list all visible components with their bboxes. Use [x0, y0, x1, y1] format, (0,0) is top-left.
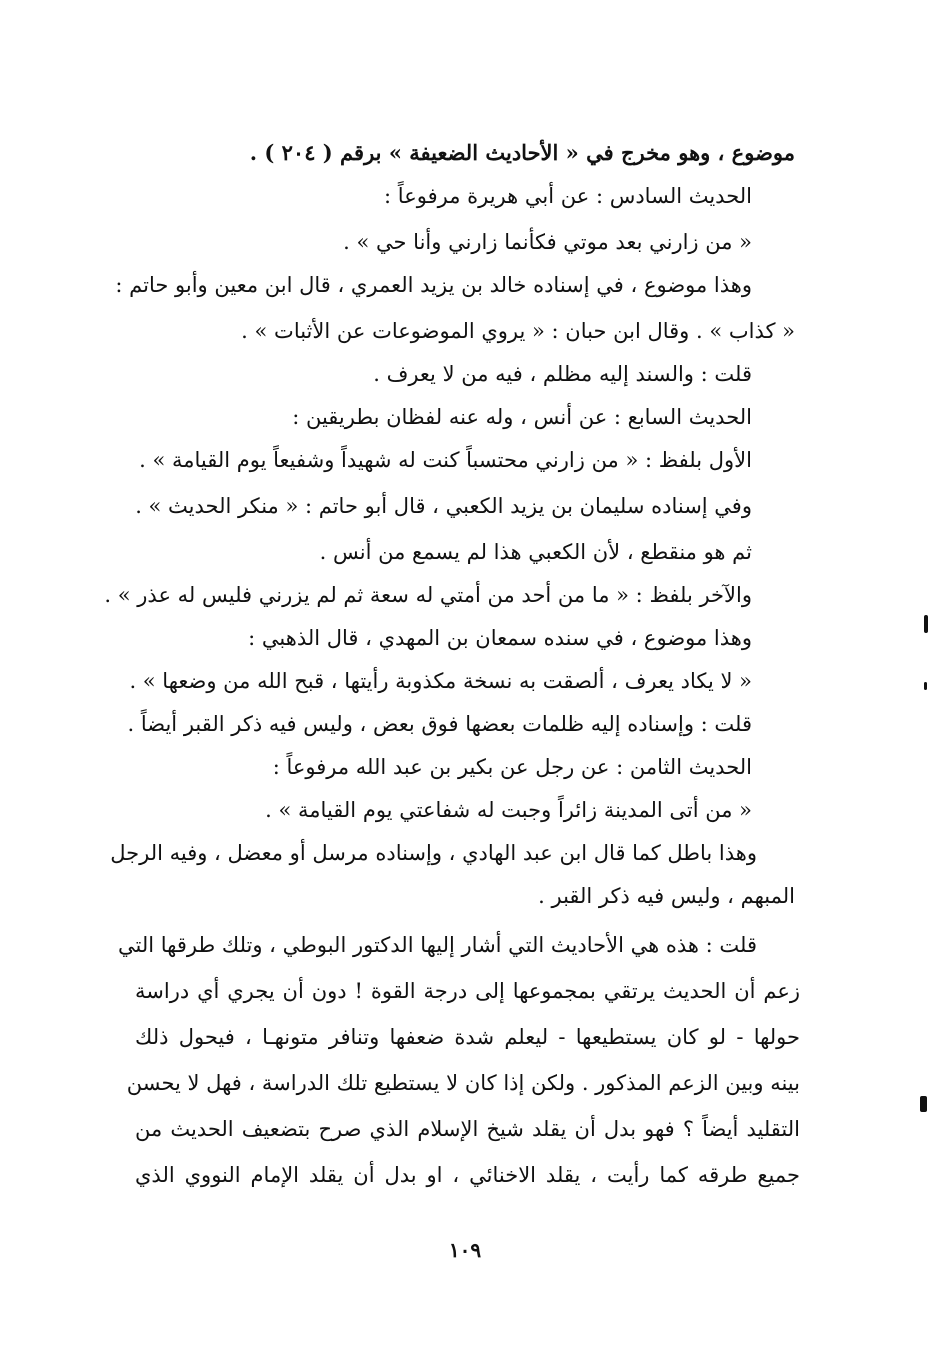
text-line-3: « من زارني بعد موتي فكأنما زارني وأنا حي » . [343, 230, 752, 254]
text-line-1: موضوع ، وهو مخرج في « الأحاديث الضعيفة » برقم ( ٢٠٤ ) . [249, 140, 795, 165]
text-line-17: وهذا باطل كما قال ابن عبد الهادي ، وإسناده مرسل أو معضل ، وفيه الرجل [110, 841, 757, 865]
text-line-13: « لا يكاد يعرف ، ألصقت به نسخة مكذوبة رأيتها ، قبح الله من وضعها » . [129, 669, 752, 693]
text-line-20: زعم أن الحديث يرتقي بمجموعها إلى درجة القوة ! دون أن يجري أي دراسة [135, 979, 800, 1003]
text-line-22: بينه وبين الزعم المذكور . ولكن إذا كان لا يستطيع تلك الدراسة ، فهل لا يحسن [126, 1071, 800, 1095]
scan-speck-mark [924, 682, 927, 690]
text-line-15: الحديث الثامن : عن رجل عن بكير بن عبد الله مرفوعاً : [272, 755, 752, 779]
text-line-18: المبهم ، وليس فيه ذكر القبر . [538, 884, 795, 908]
text-line-24: جميع طرقه كما رأيت ، يقلد الاخنائي ، او بدل أن يقلد الإمام النووي الذي [135, 1163, 800, 1187]
text-line-2: الحديث السادس : عن أبي هريرة مرفوعاً : [384, 184, 752, 208]
text-line-12: وهذا موضوع ، في سنده سمعان بن المهدي ، قال الذهبي : [248, 626, 752, 650]
page-number: ١٠٩ [448, 1238, 482, 1262]
text-line-8: الأول بلفظ : « من زارني محتسباً كنت له شهيداً وشفيعاً يوم القيامة » . [139, 448, 752, 472]
text-line-10: ثم هو منقطع ، لأن الكعبي هذا لم يسمع من أنس . [319, 540, 752, 564]
text-line-16: « من أتى المدينة زائراً وجبت له شفاعتي يوم القيامة » . [265, 798, 752, 822]
text-line-21: حولها - لو كان يستطيعها - ليعلم شدة ضعفها وتنافر متونهـا ، فيحول ذلك [135, 1025, 800, 1049]
text-line-11: والآخر بلفظ : « ما من أحد من أمتي له سعة ثم لم يزرني فليس له عذر » . [104, 583, 752, 607]
text-line-19: قلت : هذه هي الأحاديث التي أشار إليها الدكتور البوطي ، وتلك طرقها التي [118, 933, 757, 957]
text-line-14: قلت : وإسناده إليه ظلمات بعضها فوق بعض ، وليس فيه ذكر القبر أيضاً . [127, 712, 752, 736]
text-line-7: الحديث السابع : عن أنس ، وله عنه لفظان بطريقين : [292, 405, 752, 429]
scan-speck-mark [924, 615, 928, 633]
text-line-9: وفي إسناده سليمان بن يزيد الكعبي ، قال أبو حاتم : « منكر الحديث » . [135, 494, 752, 518]
text-line-4: وهذا موضوع ، في إسناده خالد بن يزيد العمري ، قال ابن معين وأبو حاتم : [115, 273, 752, 297]
text-line-6: قلت : والسند إليه مظلم ، فيه من لا يعرف . [373, 362, 752, 386]
text-line-5: « كذاب » . وقال ابن حبان : « يروي الموضوعات عن الأثبات » . [241, 319, 795, 343]
text-line-23: التقليد أيضاً ؟ فهو بدل أن يقلد شيخ الإسلام الذي صرح بتضعيف الحديث من [135, 1117, 800, 1141]
scan-speck-mark [920, 1096, 927, 1112]
